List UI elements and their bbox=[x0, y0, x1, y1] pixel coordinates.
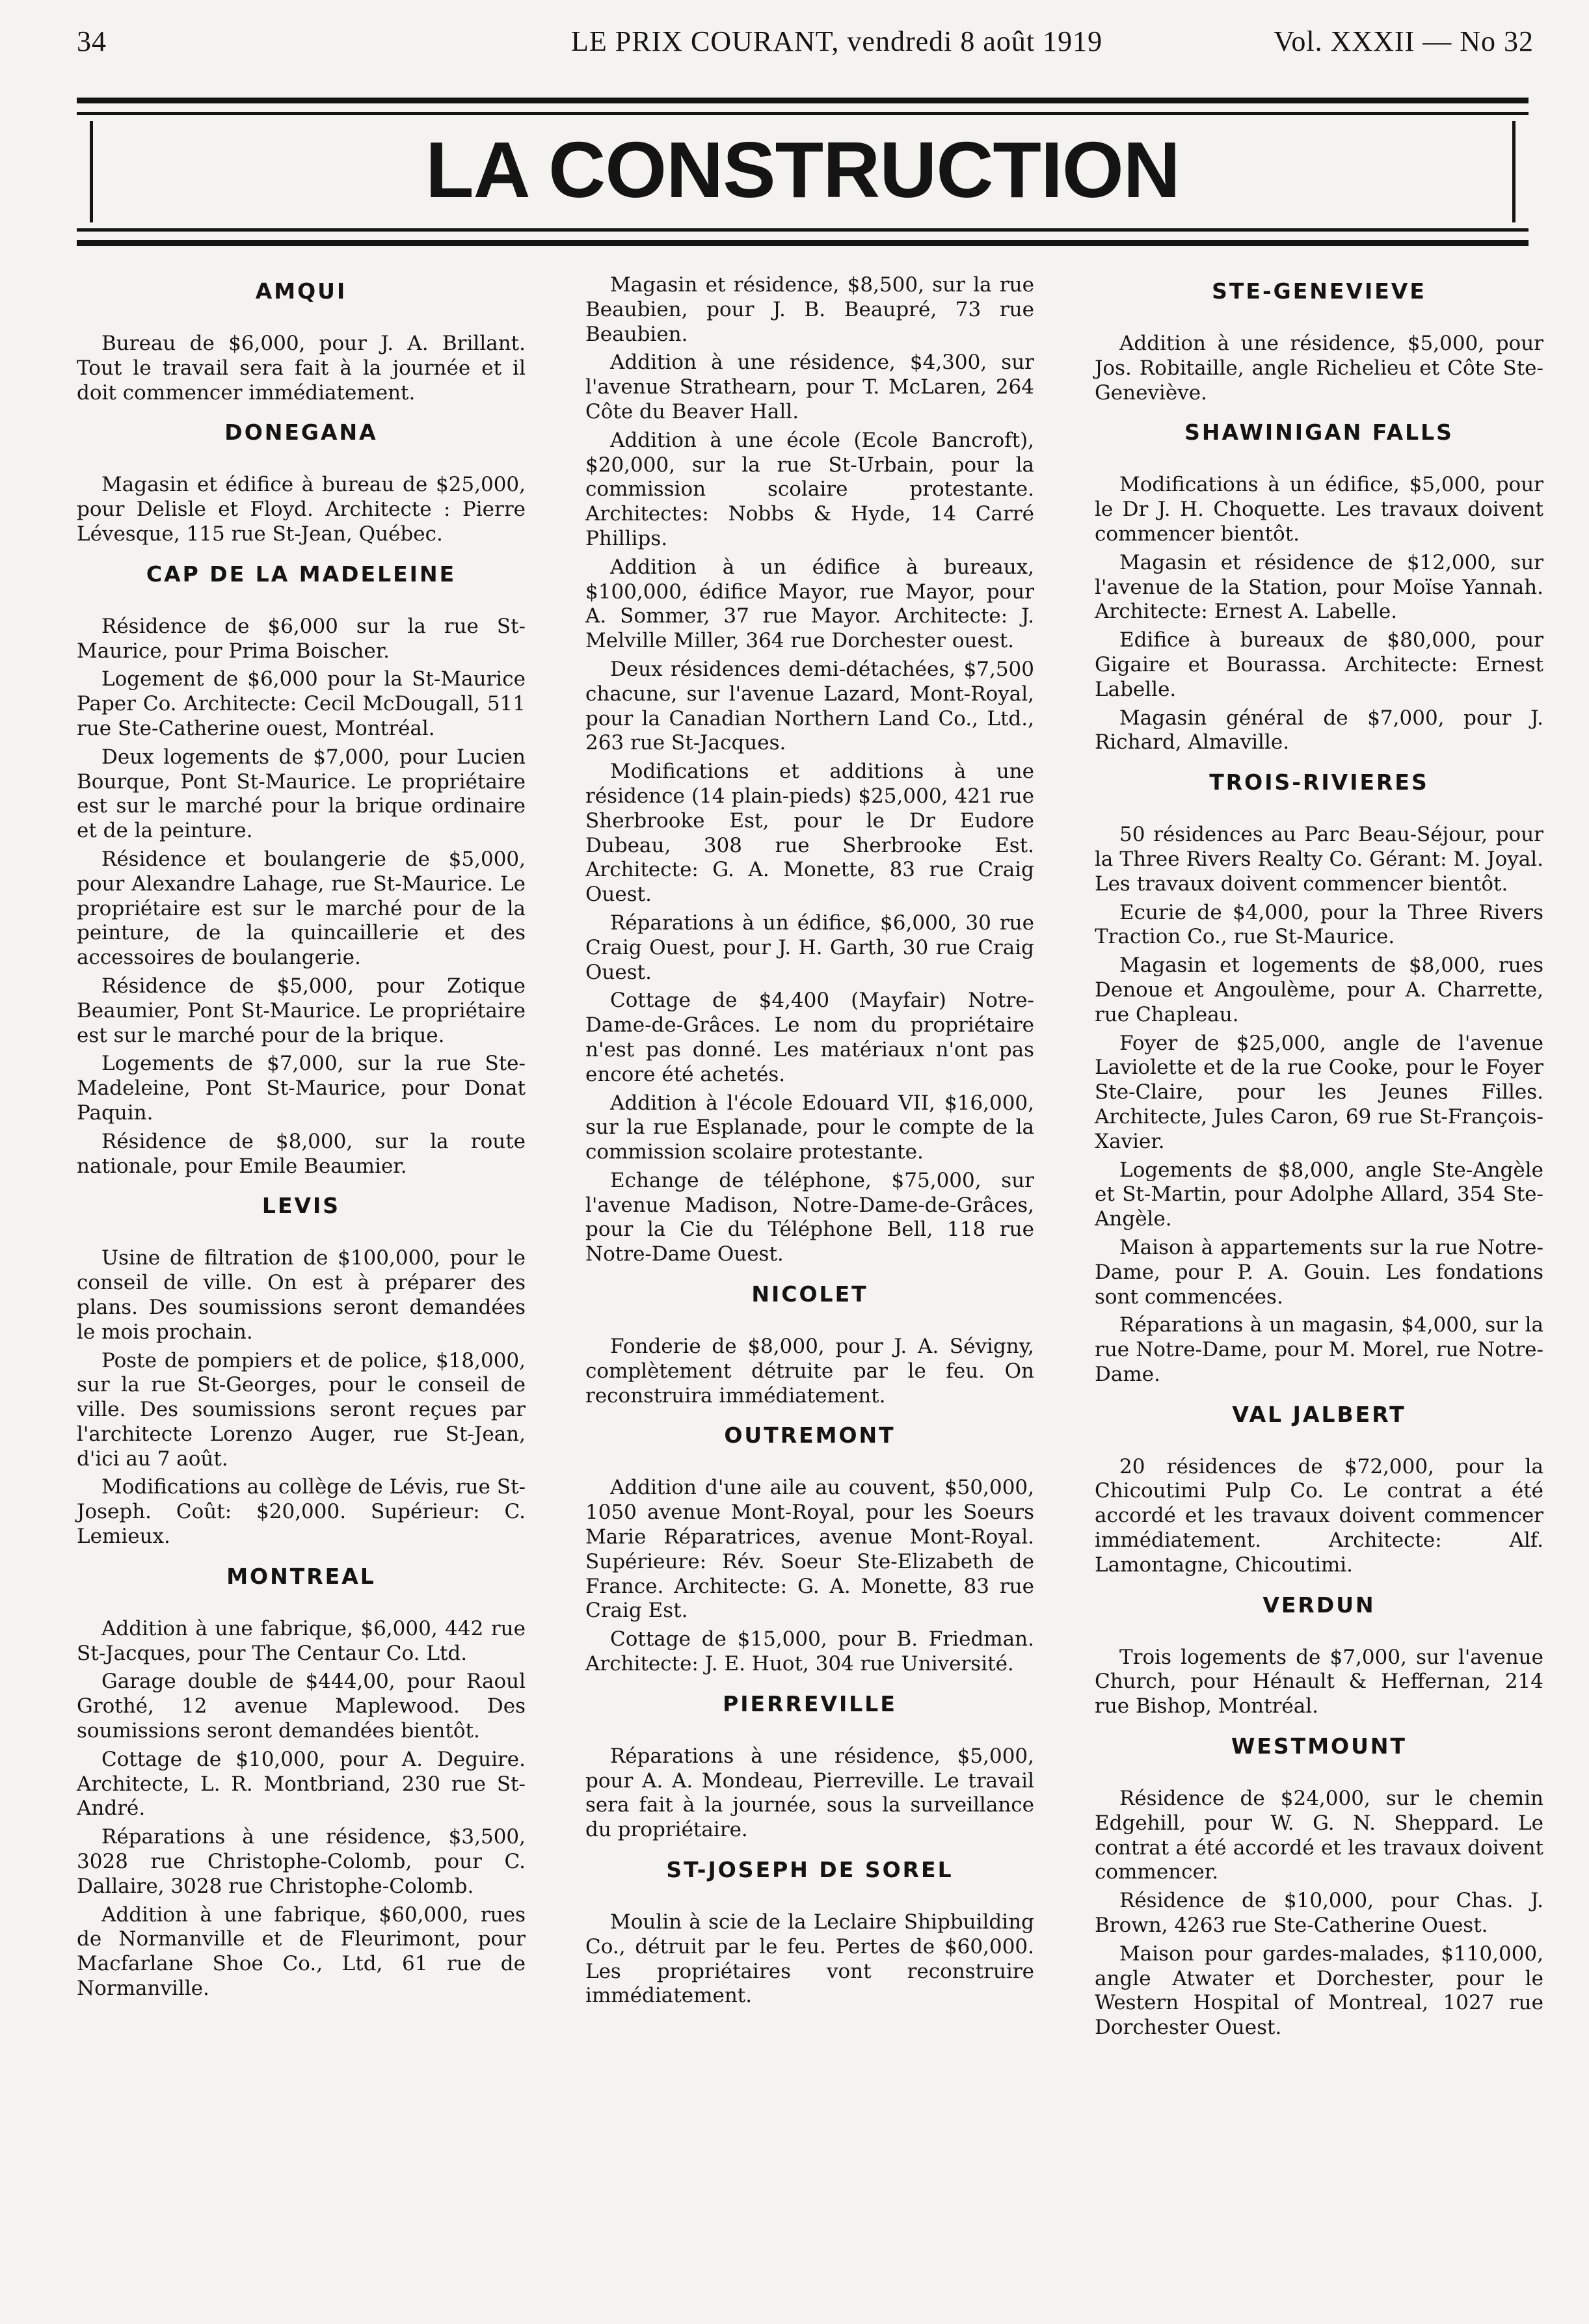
section-heading: AMQUI bbox=[255, 278, 347, 304]
notice-paragraph: Magasin et édifice à bureau de $25,000, pour Delisle et Floyd. Architecte : Pierre Lévesque, 115 rue St-Jean, Québec. bbox=[77, 473, 526, 546]
running-head bbox=[77, 25, 1534, 70]
banner-rule-top bbox=[77, 98, 1529, 103]
notice-paragraph: Modifications au collège de Lévis, rue St-Joseph. Coût: $20,000. Supérieur: C. Lemieux. bbox=[77, 1475, 526, 1549]
section-heading: CAP DE LA MADELEINE bbox=[146, 561, 457, 587]
section-heading: NICOLET bbox=[751, 1281, 868, 1307]
section-heading: STE-GENEVIEVE bbox=[1212, 278, 1426, 304]
notice-paragraph: Addition à une fabrique, $6,000, 442 rue St-Jacques, pour The Centaur Co. Ltd. bbox=[77, 1616, 526, 1665]
section-heading: SHAWINIGAN FALLS bbox=[1184, 420, 1454, 446]
section-banner bbox=[77, 98, 1529, 246]
notice-paragraph: Addition à une fabrique, $60,000, rues de Normanville et de Fleurimont, pour Macfarlane Shoe Co., Ltd, 61 rue de Normanville. bbox=[77, 1903, 526, 2001]
banner-rule-bottom bbox=[77, 240, 1529, 246]
notice-paragraph: Ecurie de $4,000, pour la Three Rivers Traction Co., rue St-Maurice. bbox=[1095, 900, 1543, 949]
section-heading: WESTMOUNT bbox=[1231, 1733, 1408, 1759]
notice-paragraph: Logements de $8,000, angle Ste-Angèle et St-Martin, pour Adolphe Allard, 354 Ste-Angèle. bbox=[1095, 1158, 1543, 1231]
notice-paragraph: Résidence de $10,000, pour Chas. J. Brown, 4263 rue Ste-Catherine Ouest. bbox=[1095, 1889, 1543, 1938]
notice-paragraph: Bureau de $6,000, pour J. A. Brillant. Tout le travail sera fait à la journée et il doit commencer immédiatement. bbox=[77, 332, 526, 405]
notice-paragraph: Cottage de $10,000, pour A. Deguire. Architecte, L. R. Montbriand, 230 rue St-André. bbox=[77, 1747, 526, 1821]
section-heading: OUTREMONT bbox=[724, 1422, 896, 1449]
notice-paragraph: Réparations à une résidence, $3,500, 3028 rue Christophe-Colomb, pour C. Dallaire, 3028 rue Christophe-Colomb. bbox=[77, 1825, 526, 1898]
notice-paragraph: Résidence de $5,000, pour Zotique Beaumier, Pont St-Maurice. Le propriétaire est sur le marché pour de la brique. bbox=[77, 974, 526, 1047]
notice-paragraph: Deux logements de $7,000, pour Lucien Bourque, Pont St-Maurice. Le propriétaire est sur le marché pour la brique ordinaire et de la peinture. bbox=[77, 745, 526, 843]
section-heading: VERDUN bbox=[1262, 1592, 1376, 1618]
notice-paragraph: Edifice à bureaux de $80,000, pour Gigaire et Bourassa. Architecte: Ernest Labelle. bbox=[1095, 628, 1543, 701]
notice-paragraph: Addition d'une aile au couvent, $50,000, 1050 avenue Mont-Royal, pour les Soeurs Marie Réparatrices, avenue Mont-Royal. Supérieure: Rév. Soeur Ste-Elizabeth de France. Architecte: G. A. Monette, 83 rue Craig Est. bbox=[585, 1476, 1034, 1623]
notice-paragraph: Modifications et additions à une résidence (14 plain-pieds) $25,000, 421 rue Sherbrooke Est, pour le Dr Eudore Dubeau, 308 rue Sherbrooke Est. Architecte: G. A. Monette, 83 rue Craig Ouest. bbox=[585, 760, 1034, 907]
notice-paragraph: Résidence de $8,000, sur la route nationale, pour Emile Beaumier. bbox=[77, 1129, 526, 1178]
banner-title: LA CONSTRUCTION bbox=[425, 126, 1180, 214]
notice-paragraph: Réparations à une résidence, $5,000, pour A. A. Mondeau, Pierreville. Le travail sera fait à la journée, sous la surveillance du propriétaire. bbox=[585, 1744, 1034, 1842]
column-3 bbox=[1095, 273, 1543, 2044]
notice-paragraph: Poste de pompiers et de police, $18,000, sur la rue St-Georges, pour le conseil de ville. Des soumissions seront reçues par l'architecte Lorenzo Auger, rue St-Jean, d'ici au 7 août. bbox=[77, 1348, 526, 1471]
section-heading: TROIS-RIVIERES bbox=[1209, 769, 1429, 795]
section-heading: VAL JALBERT bbox=[1232, 1401, 1406, 1427]
section-heading: ST-JOSEPH DE SOREL bbox=[666, 1857, 954, 1883]
notice-paragraph: Garage double de $444,00, pour Raoul Grothé, 12 avenue Maplewood. Des soumissions seront demandées bientôt. bbox=[77, 1670, 526, 1743]
notice-paragraph: Résidence de $6,000 sur la rue St-Maurice, pour Prima Boischer. bbox=[77, 614, 526, 663]
notice-paragraph: Cottage de $4,400 (Mayfair) Notre-Dame-de-Grâces. Le nom du propriétaire n'est pas donné. Les matériaux n'ont pas encore été achetés. bbox=[585, 989, 1034, 1086]
notice-paragraph: Maison pour gardes-malades, $110,000, angle Atwater et Dorchester, pour le Western Hospital of Montreal, 1027 rue Dorchester Ouest. bbox=[1095, 1942, 1543, 2040]
notice-paragraph: Réparations à un édifice, $6,000, 30 rue Craig Ouest, pour J. H. Garth, 30 rue Craig Ouest. bbox=[585, 911, 1034, 984]
notice-paragraph: Addition à une école (Ecole Bancroft), $20,000, sur la rue St-Urbain, pour la commission scolaire protestante. Architectes: Nobbs & Hyde, 14 Carré Phillips. bbox=[585, 428, 1034, 550]
notice-paragraph: Addition à un édifice à bureaux, $100,000, édifice Mayor, rue Mayor, pour A. Sommer, 37 rue Mayor. Architecte: J. Melville Miller, 364 rue Dorchester ouest. bbox=[585, 555, 1034, 653]
notice-paragraph: Echange de téléphone, $75,000, sur l'avenue Madison, Notre-Dame-de-Grâces, pour la Cie du Téléphone Bell, 118 rue Notre-Dame Ouest. bbox=[585, 1168, 1034, 1266]
notice-paragraph: Addition à une résidence, $4,300, sur l'avenue Strathearn, pour T. McLaren, 264 Côte du Beaver Hall. bbox=[585, 351, 1034, 423]
notice-paragraph: Addition à l'école Edouard VII, $16,000, sur la rue Esplanade, pour le compte de la commission scolaire protestante. bbox=[585, 1091, 1034, 1164]
notice-paragraph: Résidence et boulangerie de $5,000, pour Alexandre Lahage, rue St-Maurice. Le propriétaire est sur le marché pour de la peinture, de la quincaillerie et des accessoires de boulangerie. bbox=[77, 847, 526, 970]
notice-paragraph: 50 résidences au Parc Beau-Séjour, pour la Three Rivers Realty Co. Gérant: M. Joyal. Les travaux doivent commencer bientôt. bbox=[1095, 823, 1543, 896]
notice-paragraph: Trois logements de $7,000, sur l'avenue Church, pour Hénault & Heffernan, 214 rue Bishop, Montréal. bbox=[1095, 1645, 1543, 1718]
notice-paragraph: Logement de $6,000 pour la St-Maurice Paper Co. Architecte: Cecil McDougall, 511 rue Ste-Catherine ouest, Montréal. bbox=[77, 667, 526, 740]
notice-paragraph: 20 résidences de $72,000, pour la Chicoutimi Pulp Co. Le contrat a été accordé et les travaux doivent commencer immédiatement. Architecte: Alf. Lamontagne, Chicoutimi. bbox=[1095, 1454, 1543, 1577]
banner-rule-top-inner bbox=[77, 112, 1529, 115]
notice-paragraph: Résidence de $24,000, sur le chemin Edgehill, pour W. G. N. Sheppard. Le contrat a été accordé et les travaux doivent commencer. bbox=[1095, 1787, 1543, 1884]
notice-paragraph: Magasin général de $7,000, pour J. Richard, Almaville. bbox=[1095, 706, 1543, 755]
notice-paragraph: Moulin à scie de la Leclaire Shipbuilding Co., détruit par le feu. Pertes de $60,000. Les propriétaires vont reconstruire immédiatement. bbox=[585, 1910, 1034, 2008]
publication-line: LE PRIX COURANT, vendredi 8 août 1919 bbox=[571, 25, 1103, 57]
column-1 bbox=[77, 273, 526, 2005]
section-heading: LEVIS bbox=[261, 1193, 341, 1219]
banner-rule-bottom-inner bbox=[77, 228, 1529, 232]
notice-paragraph: Cottage de $15,000, pour B. Friedman. Architecte: J. E. Huot, 304 rue Université. bbox=[585, 1627, 1034, 1676]
page-number: 34 bbox=[77, 25, 107, 57]
notice-paragraph: Maison à appartements sur la rue Notre-Dame, pour P. A. Gouin. Les fondations sont commencées. bbox=[1095, 1235, 1543, 1309]
notice-paragraph: Fonderie de $8,000, pour J. A. Sévigny, complètement détruite par le feu. On reconstruira immédiatement. bbox=[585, 1335, 1034, 1408]
notice-paragraph: Réparations à un magasin, $4,000, sur la rue Notre-Dame, pour M. Morel, rue Notre-Dame. bbox=[1095, 1313, 1543, 1386]
volume-number: Vol. XXXII — No 32 bbox=[1274, 25, 1534, 57]
notice-paragraph: Modifications à un édifice, $5,000, pour le Dr J. H. Choquette. Les travaux doivent commencer bientôt. bbox=[1095, 473, 1543, 546]
notice-paragraph: Addition à une résidence, $5,000, pour Jos. Robitaille, angle Richelieu et Côte Ste-Geneviève. bbox=[1095, 332, 1543, 405]
notice-paragraph: Usine de filtration de $100,000, pour le conseil de ville. On est à préparer des plans. Des soumissions seront demandées le mois prochain. bbox=[77, 1246, 526, 1344]
section-heading: PIERREVILLE bbox=[723, 1690, 897, 1716]
notice-paragraph: Magasin et logements de $8,000, rues Denoue et Angoulème, pour A. Charrette, rue Chapleau. bbox=[1095, 954, 1543, 1026]
section-heading: MONTREAL bbox=[226, 1563, 376, 1589]
notice-paragraph: Logements de $7,000, sur la rue Ste-Madeleine, Pont St-Maurice, pour Donat Paquin. bbox=[77, 1052, 526, 1125]
column-2 bbox=[585, 273, 1034, 2012]
notice-paragraph: Foyer de $25,000, angle de l'avenue Laviolette et de la rue Cooke, pour le Foyer Ste-Claire, pour les Jeunes Filles. Architecte, Jules Caron, 69 rue St-François-Xavier. bbox=[1095, 1031, 1543, 1153]
notice-paragraph: Deux résidences demi-détachées, $7,500 chacune, sur l'avenue Lazard, Mont-Royal, pour la Canadian Northern Land Co., Ltd., 263 rue St-Jacques. bbox=[585, 657, 1034, 755]
notice-paragraph: Magasin et résidence, $8,500, sur la rue Beaubien, pour J. B. Beaupré, 73 rue Beaubien. bbox=[585, 273, 1034, 346]
section-heading: DONEGANA bbox=[224, 420, 378, 446]
notice-paragraph: Magasin et résidence de $12,000, sur l'avenue de la Station, pour Moïse Yannah. Architecte: Ernest A. Labelle. bbox=[1095, 550, 1543, 624]
